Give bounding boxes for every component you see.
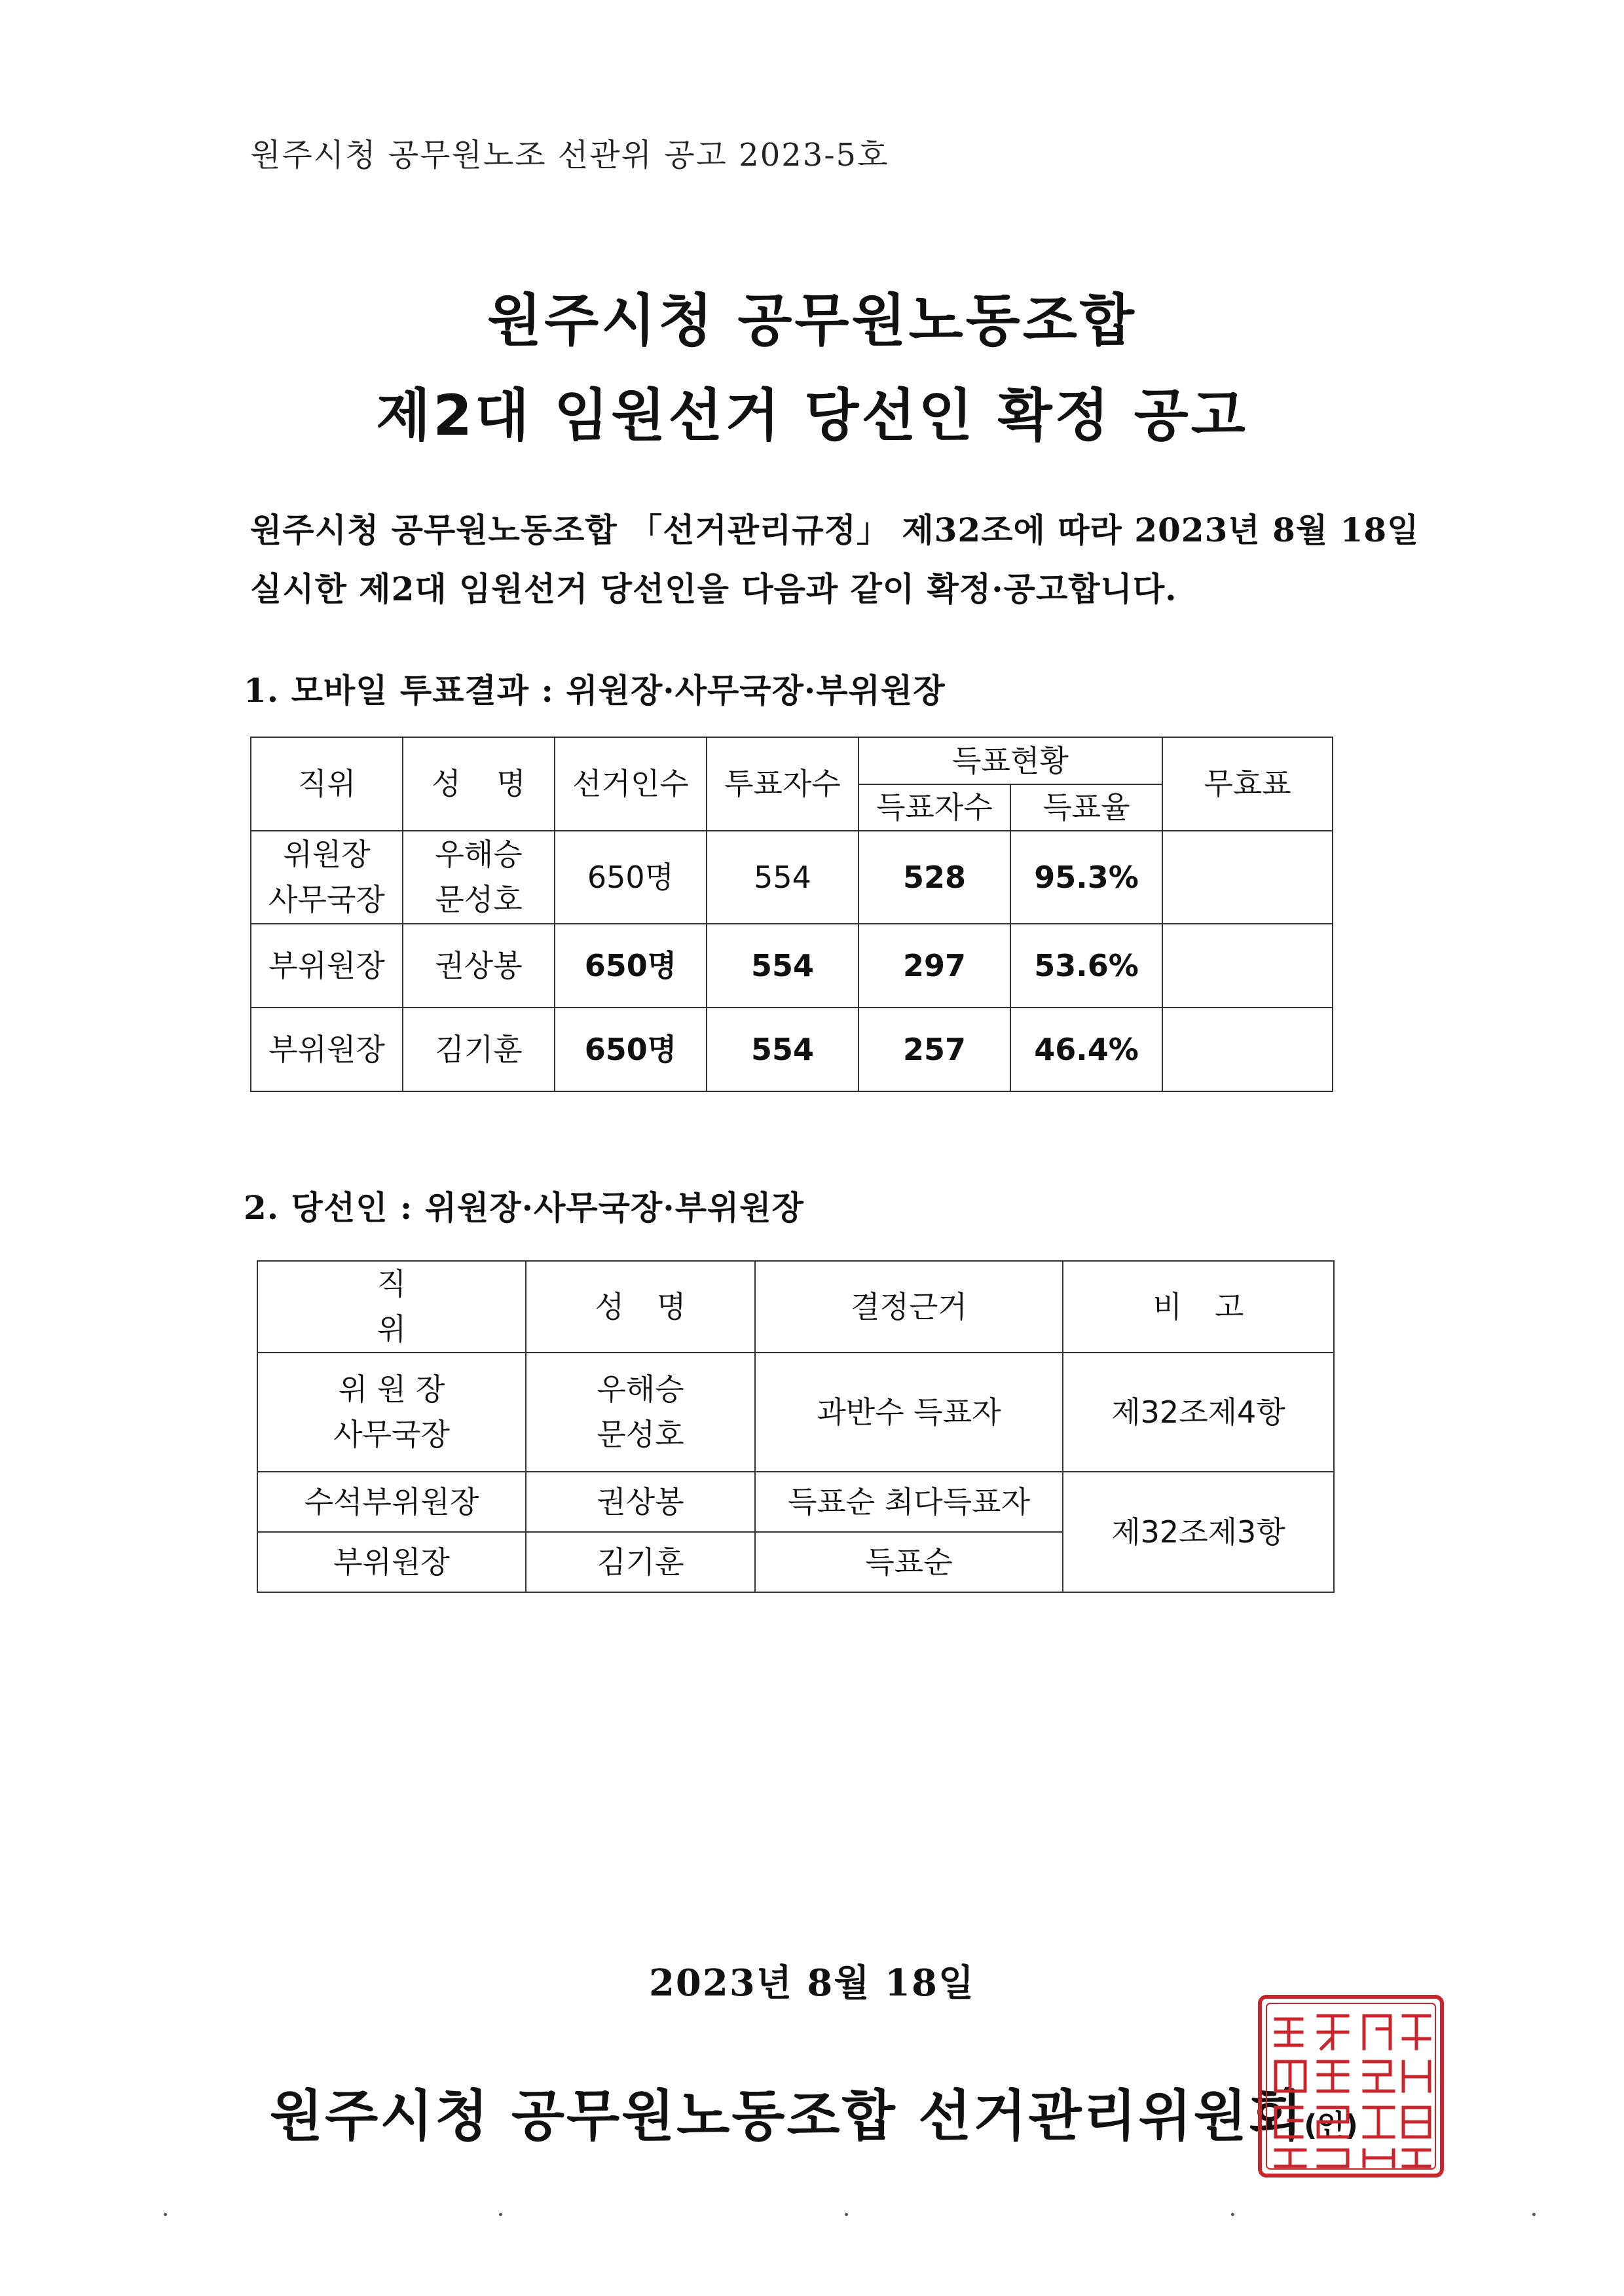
votes-cell: 257: [858, 1008, 1010, 1091]
intro-line-1: 원주시청 공무원노동조합 「선거관리규정」 제32조에 따라 2023년 8월 18일: [250, 511, 1420, 549]
notice-number: 원주시청 공무원노조 선관위 공고 2023-5호: [250, 137, 889, 173]
issuer-name: 원주시청 공무원노동조합 선거관리위원회(인): [270, 2084, 1358, 2148]
header-votes: 득표자수: [858, 784, 1010, 831]
scan-speck: [164, 2213, 167, 2216]
header-basis: 결정근거: [755, 1261, 1063, 1353]
header-voters: 투표자수: [707, 737, 858, 831]
rate-cell: 95.3%: [1010, 831, 1162, 924]
scan-speck: [1532, 2213, 1536, 2216]
voters-cell: 554: [707, 831, 858, 924]
position-cell: 위원장 사무국장: [251, 831, 403, 924]
basis-cell: 득표순 최다득표자: [755, 1472, 1063, 1532]
invalid-cell: [1162, 1008, 1333, 1091]
header-name: 성 명: [403, 737, 555, 831]
document-title-line-2: 제2대 임원선거 당선인 확정 공고: [376, 383, 1248, 448]
note-cell: 제32조제3항: [1063, 1472, 1334, 1592]
scan-speck: [845, 2213, 848, 2216]
electorate-cell: 650명: [555, 1008, 707, 1091]
document-title-line-1: 원주시청 공무원노동조합: [487, 288, 1137, 354]
name-cell: 김기훈: [403, 1008, 555, 1091]
header-note: 비고: [1063, 1261, 1334, 1353]
header-name: 성명: [526, 1261, 755, 1353]
table-row: [251, 1008, 1333, 1091]
rate-cell: 53.6%: [1010, 924, 1162, 1008]
table-row: [257, 1472, 1334, 1532]
seal-mark: (인): [1304, 2109, 1358, 2142]
position-cell: 위 원 장 사무국장: [257, 1353, 526, 1472]
electorate-cell: 650명: [555, 831, 707, 924]
section-2-heading: 2. 당선인 : 위원장·사무국장·부위원장: [244, 1188, 804, 1227]
position-cell: 부위원장: [251, 1008, 403, 1091]
voting-results-table: [250, 737, 1333, 1092]
invalid-cell: [1162, 831, 1333, 924]
header-position: 직위: [257, 1261, 526, 1353]
votes-cell: 528: [858, 831, 1010, 924]
position-cell: 부위원장: [257, 1532, 526, 1592]
electorate-cell: 650명: [555, 924, 707, 1008]
scan-speck: [499, 2213, 502, 2216]
name-cell: 우해승 문성호: [403, 831, 555, 924]
name-cell: 권상봉: [526, 1472, 755, 1532]
voters-cell: 554: [707, 1008, 858, 1091]
invalid-cell: [1162, 924, 1333, 1008]
table-row: [257, 1353, 1334, 1472]
header-vote-status: 득표현황: [858, 737, 1162, 784]
issue-date: 2023년 8월 18일: [648, 1961, 976, 2005]
scan-speck: [1231, 2213, 1234, 2216]
name-cell: 김기훈: [526, 1532, 755, 1592]
header-position: 직위: [251, 737, 403, 831]
header-electorate: 선거인수: [555, 737, 707, 831]
header-invalid: 무효표: [1162, 737, 1333, 831]
table-row: [251, 831, 1333, 924]
rate-cell: 46.4%: [1010, 1008, 1162, 1091]
name-cell: 권상봉: [403, 924, 555, 1008]
table-row: [251, 924, 1333, 1008]
section-1-heading: 1. 모바일 투표결과 : 위원장·사무국장·부위원장: [244, 671, 946, 710]
note-cell: 제32조제4항: [1063, 1353, 1334, 1472]
official-seal-stamp: [1256, 1993, 1446, 2179]
voters-cell: 554: [707, 924, 858, 1008]
header-rate: 득표율: [1010, 784, 1162, 831]
intro-line-2: 실시한 제2대 임원선거 당선인을 다음과 같이 확정·공고합니다.: [250, 570, 1177, 608]
name-cell: 우해승 문성호: [526, 1353, 755, 1472]
position-cell: 부위원장: [251, 924, 403, 1008]
winners-table: [257, 1260, 1335, 1593]
basis-cell: 과반수 득표자: [755, 1353, 1063, 1472]
position-cell: 수석부위원장: [257, 1472, 526, 1532]
basis-cell: 득표순: [755, 1532, 1063, 1592]
votes-cell: 297: [858, 924, 1010, 1008]
